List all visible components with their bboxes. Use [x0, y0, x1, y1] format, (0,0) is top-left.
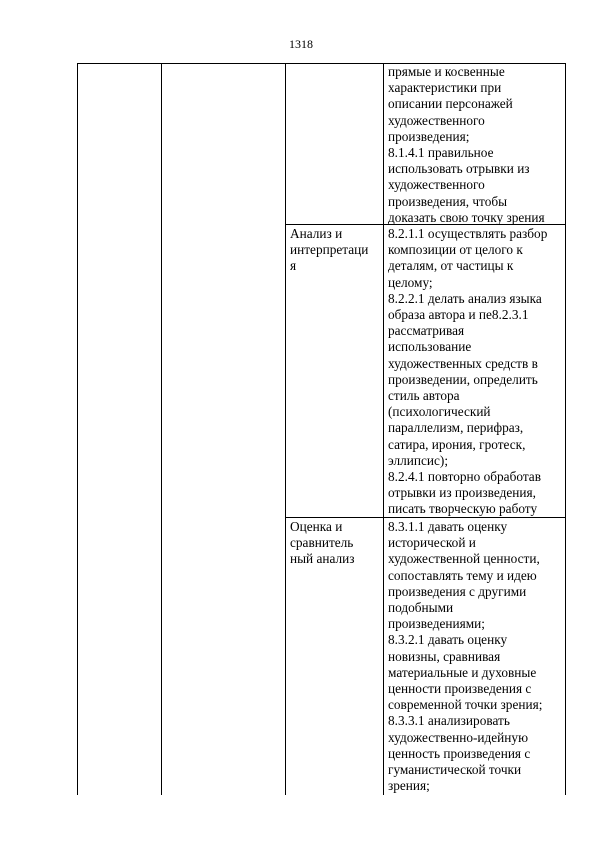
objective-cell-row-1 — [388, 64, 560, 226]
text-line: произведения; — [388, 128, 470, 144]
text-line: Анализ и — [290, 226, 343, 241]
text-line: Оценка и — [290, 519, 343, 534]
text-line: сравнитель — [290, 535, 354, 551]
page-number: 1318 — [289, 37, 313, 51]
text-line: подобными — [388, 600, 454, 616]
text-line: деталям, от частицы к — [388, 258, 514, 274]
objective-cell-row-3 — [388, 519, 560, 794]
text-line: 8.1.4.1 правильное — [388, 145, 494, 161]
text-line: образа автора и пе8.2.3.1 — [388, 307, 529, 323]
text-line: 8.2.2.1 делать анализ языка — [388, 290, 542, 306]
text-line: художественно-идейную — [388, 729, 528, 745]
column-divider-3 — [383, 63, 384, 795]
table-left-border — [77, 63, 78, 795]
text-line: параллелизм, перифраз, — [388, 420, 524, 436]
category-cell-row-2 — [290, 226, 380, 275]
text-line: отрывки из произведения, — [388, 485, 536, 501]
text-line: описании персонажей — [388, 96, 513, 112]
text-line: эллипсис); — [388, 452, 449, 468]
text-line: композиции от целого к — [388, 242, 523, 258]
text-line: материальные и духовные — [388, 664, 537, 680]
text-line: использование — [388, 339, 472, 355]
text-line: художественного — [388, 112, 485, 128]
text-line: писать творческую работу — [388, 501, 538, 517]
text-line: 8.3.1.1 давать оценку — [388, 519, 508, 534]
text-line: ценность произведения с — [388, 745, 531, 761]
text-line: прямые и косвенные — [388, 64, 505, 79]
text-line: сопоставлять тему и идею — [388, 567, 537, 583]
text-line: художественного — [388, 177, 485, 193]
objective-cell-row-2 — [388, 226, 560, 518]
text-line: произведениями; — [388, 616, 485, 632]
text-line: произведения, чтобы — [388, 193, 508, 209]
text-line: исторической и — [388, 535, 476, 551]
column-divider-2 — [285, 63, 286, 795]
text-line: художественных средств в — [388, 355, 538, 371]
category-cell-row-3 — [290, 519, 380, 568]
text-line: современной точки зрения; — [388, 697, 543, 713]
text-line: 8.2.1.1 осуществлять разбор — [388, 226, 548, 241]
table-right-border — [565, 63, 566, 795]
text-line: (психологический — [388, 404, 491, 420]
text-line: рассматривая — [388, 323, 465, 339]
text-line: я — [290, 258, 297, 274]
text-line: художественной ценности, — [388, 551, 540, 567]
text-line: произведения с другими — [388, 583, 527, 599]
text-line: стиль автора — [388, 388, 460, 404]
text-line: использовать отрывки из — [388, 161, 530, 177]
text-line: новизны, сравнивая — [388, 648, 501, 664]
text-line: целому; — [388, 274, 433, 290]
column-divider-1 — [161, 63, 162, 795]
text-line: характеристики при — [388, 80, 502, 96]
text-line: 8.3.3.1 анализировать — [388, 713, 510, 729]
text-line: 8.3.2.1 давать оценку — [388, 632, 508, 648]
text-line: доказать свою точку зрения — [388, 209, 545, 225]
text-line: сатира, ирония, гротеск, — [388, 436, 526, 452]
text-line: интерпретаци — [290, 242, 369, 258]
text-line: 8.2.4.1 повторно обработав — [388, 469, 541, 485]
text-line: ный анализ — [290, 551, 355, 567]
text-line: гуманистической точки — [388, 762, 522, 778]
text-line: ценности произведения с — [388, 681, 532, 697]
text-line: произведении, определить — [388, 371, 538, 387]
text-line: зрения; — [388, 778, 430, 794]
